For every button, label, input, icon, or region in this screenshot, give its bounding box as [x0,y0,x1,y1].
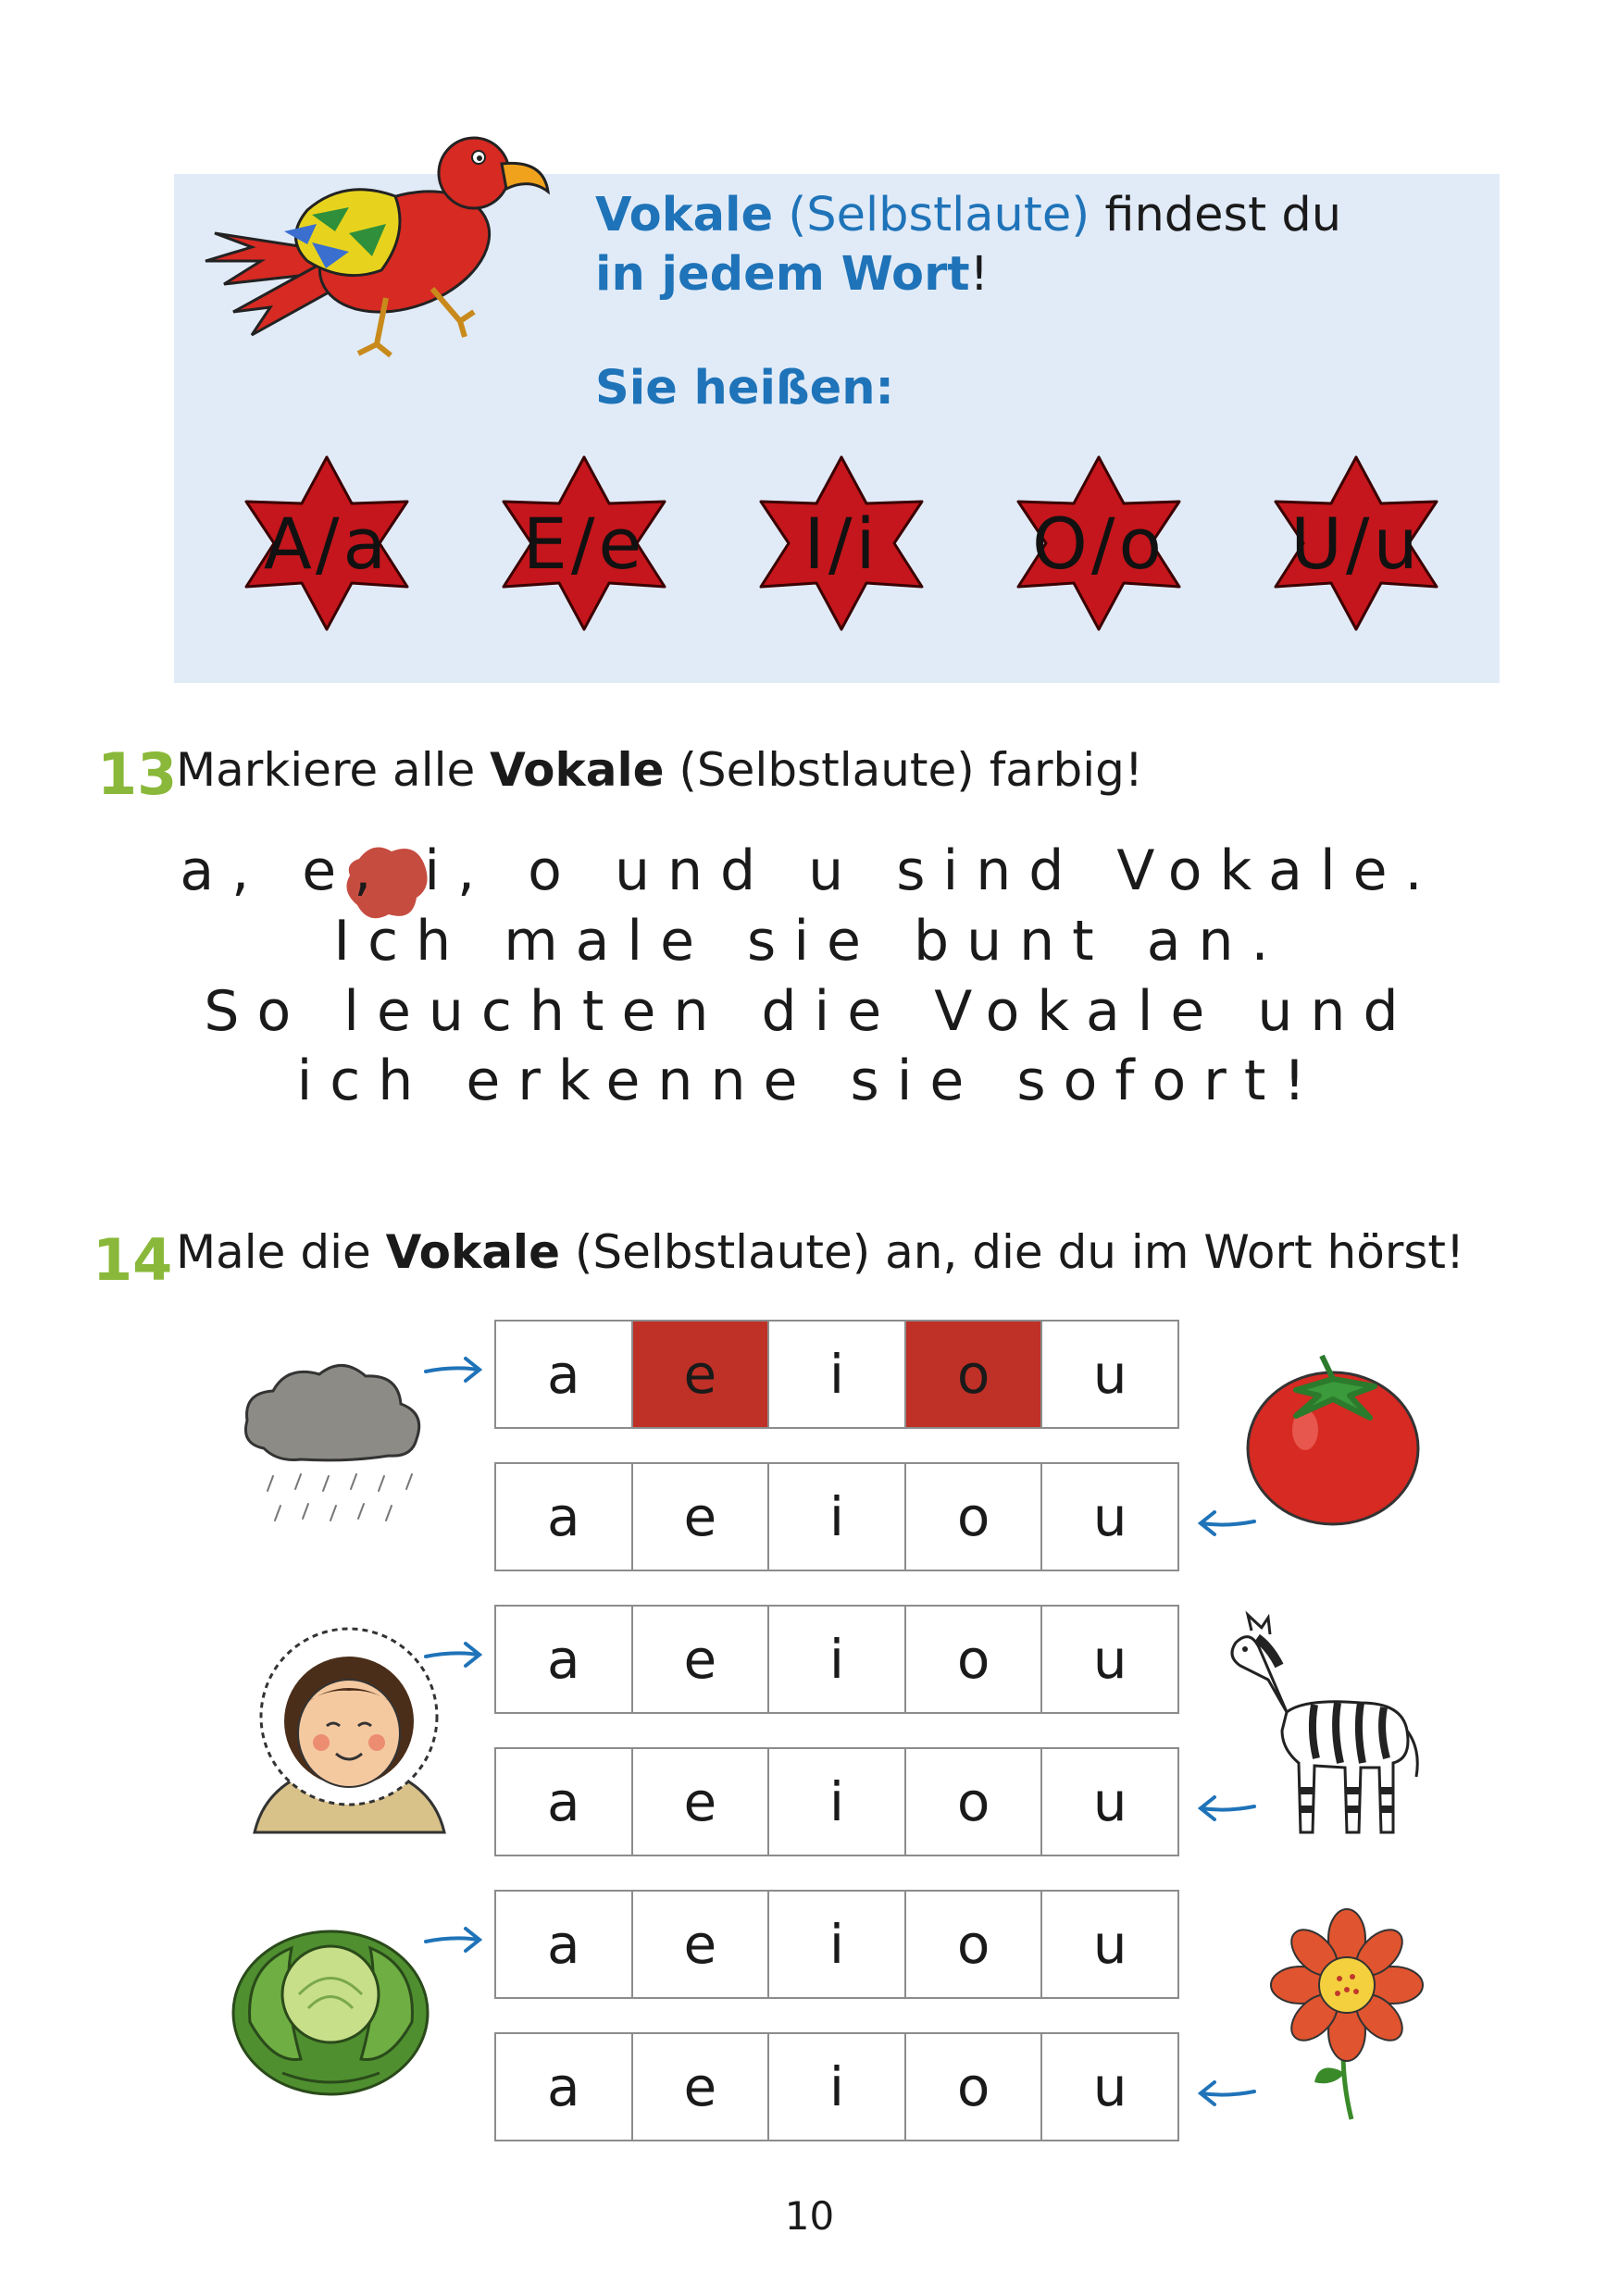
task-13-number: 13 [97,740,178,808]
vowel-cell-e[interactable]: e [631,1749,768,1855]
verse-line-4: ich erkenne sie sofort! [296,1049,1324,1113]
vowel-cell-i[interactable]: i [767,1607,904,1712]
cabbage-picture [227,1911,435,2101]
arrow-left-icon [1194,2075,1259,2112]
vowel-cell-e[interactable]: e [631,1892,768,1997]
vowel-cell-u[interactable]: u [1040,1464,1179,1570]
task-13-text-after: (Selbstlaute) farbig! [679,743,1143,797]
parrot-illustration [196,122,562,370]
vowel-cell-o[interactable]: o [904,1464,1041,1570]
info-sie-heissen: Sie heißen: [595,361,894,416]
vowel-row-tomato [494,1462,1179,1571]
info-findest-du: findest du [1104,188,1342,242]
zebra-picture [1222,1610,1435,1842]
vowel-cell-i[interactable]: i [767,2034,904,2140]
task-14-number: 14 [93,1226,173,1294]
vowel-cell-a[interactable]: a [494,1464,631,1570]
tomato-picture [1240,1342,1426,1532]
vowel-row-eskimo [494,1605,1179,1714]
verse-line-1: a, e, i, o und u sind Vokale. [180,838,1440,903]
task-14-text-after: (Selbstlaute) an, die du im Wort hörst! [574,1225,1465,1279]
flower-picture [1264,1906,1430,2124]
vowel-star-label: U/u [1290,502,1422,585]
vowel-cell-o[interactable]: o [904,1322,1041,1427]
vowel-row-zebra [494,1747,1179,1856]
rain-cloud-picture [236,1347,444,1545]
page-number: 10 [784,2193,835,2239]
vowel-cell-i[interactable]: i [767,1322,904,1427]
vowel-cell-i[interactable]: i [767,1749,904,1855]
vowel-star-label: I/i [803,502,879,585]
vowel-cell-i[interactable]: i [767,1892,904,1997]
info-in-jedem-wort: in jedem Wort [595,247,970,302]
vowel-star-o [1003,448,1194,639]
vowel-cell-e[interactable]: e [631,1322,768,1427]
vowel-star-label: A/a [263,502,391,585]
task-14-text-before: Male die [176,1225,371,1279]
info-selbstlaute: (Selbstlaute) [788,188,1090,242]
vowel-cell-o[interactable]: o [904,2034,1041,2140]
eskimo-picture [245,1624,454,1837]
vowel-cell-a[interactable]: a [494,1892,631,1997]
vowel-cell-a[interactable]: a [494,1607,631,1712]
vowel-cell-u[interactable]: u [1040,1749,1179,1855]
vowel-cell-e[interactable]: e [631,2034,768,2140]
vowel-cell-u[interactable]: u [1040,1322,1179,1427]
vowel-star-i [746,448,937,639]
vowel-cell-o[interactable]: o [904,1749,1041,1855]
vowel-cell-a[interactable]: a [494,1749,631,1855]
verse-line-2: Ich male sie bunt an. [333,909,1287,974]
vowel-cell-e[interactable]: e [631,1607,768,1712]
vowel-cell-a[interactable]: a [494,1322,631,1427]
vowel-star-e [489,448,679,639]
info-exclamation: ! [969,247,990,302]
vowel-cell-i[interactable]: i [767,1464,904,1570]
vowel-star-a [231,448,422,639]
vowel-row-cabbage [494,1890,1179,1999]
task-14-text-bold: Vokale [385,1225,560,1279]
task-14-instruction [176,1225,1464,1279]
vowel-cell-u[interactable]: u [1040,2034,1179,2140]
info-vokale: Vokale [595,188,774,242]
vowel-star-u [1261,448,1451,639]
info-line-2 [595,246,989,304]
vowel-cell-o[interactable]: o [904,1607,1041,1712]
vowel-star-label: O/o [1032,502,1165,585]
info-line-1 [595,187,1341,244]
vowel-star-label: E/e [522,502,646,585]
vowel-cell-a[interactable]: a [494,2034,631,2140]
vowel-row-rain-cloud [494,1320,1179,1429]
vowel-cell-e[interactable]: e [631,1464,768,1570]
task-13-text-before: Markiere alle [176,743,476,797]
vowel-cell-o[interactable]: o [904,1892,1041,1997]
vowel-row-flower [494,2032,1179,2141]
task-13-instruction [176,743,1143,797]
verse-line-3: So leuchten die Vokale und [204,979,1416,1044]
vowel-cell-u[interactable]: u [1040,1892,1179,1997]
vowel-cell-u[interactable]: u [1040,1607,1179,1712]
task-13-text-bold: Vokale [490,743,665,797]
